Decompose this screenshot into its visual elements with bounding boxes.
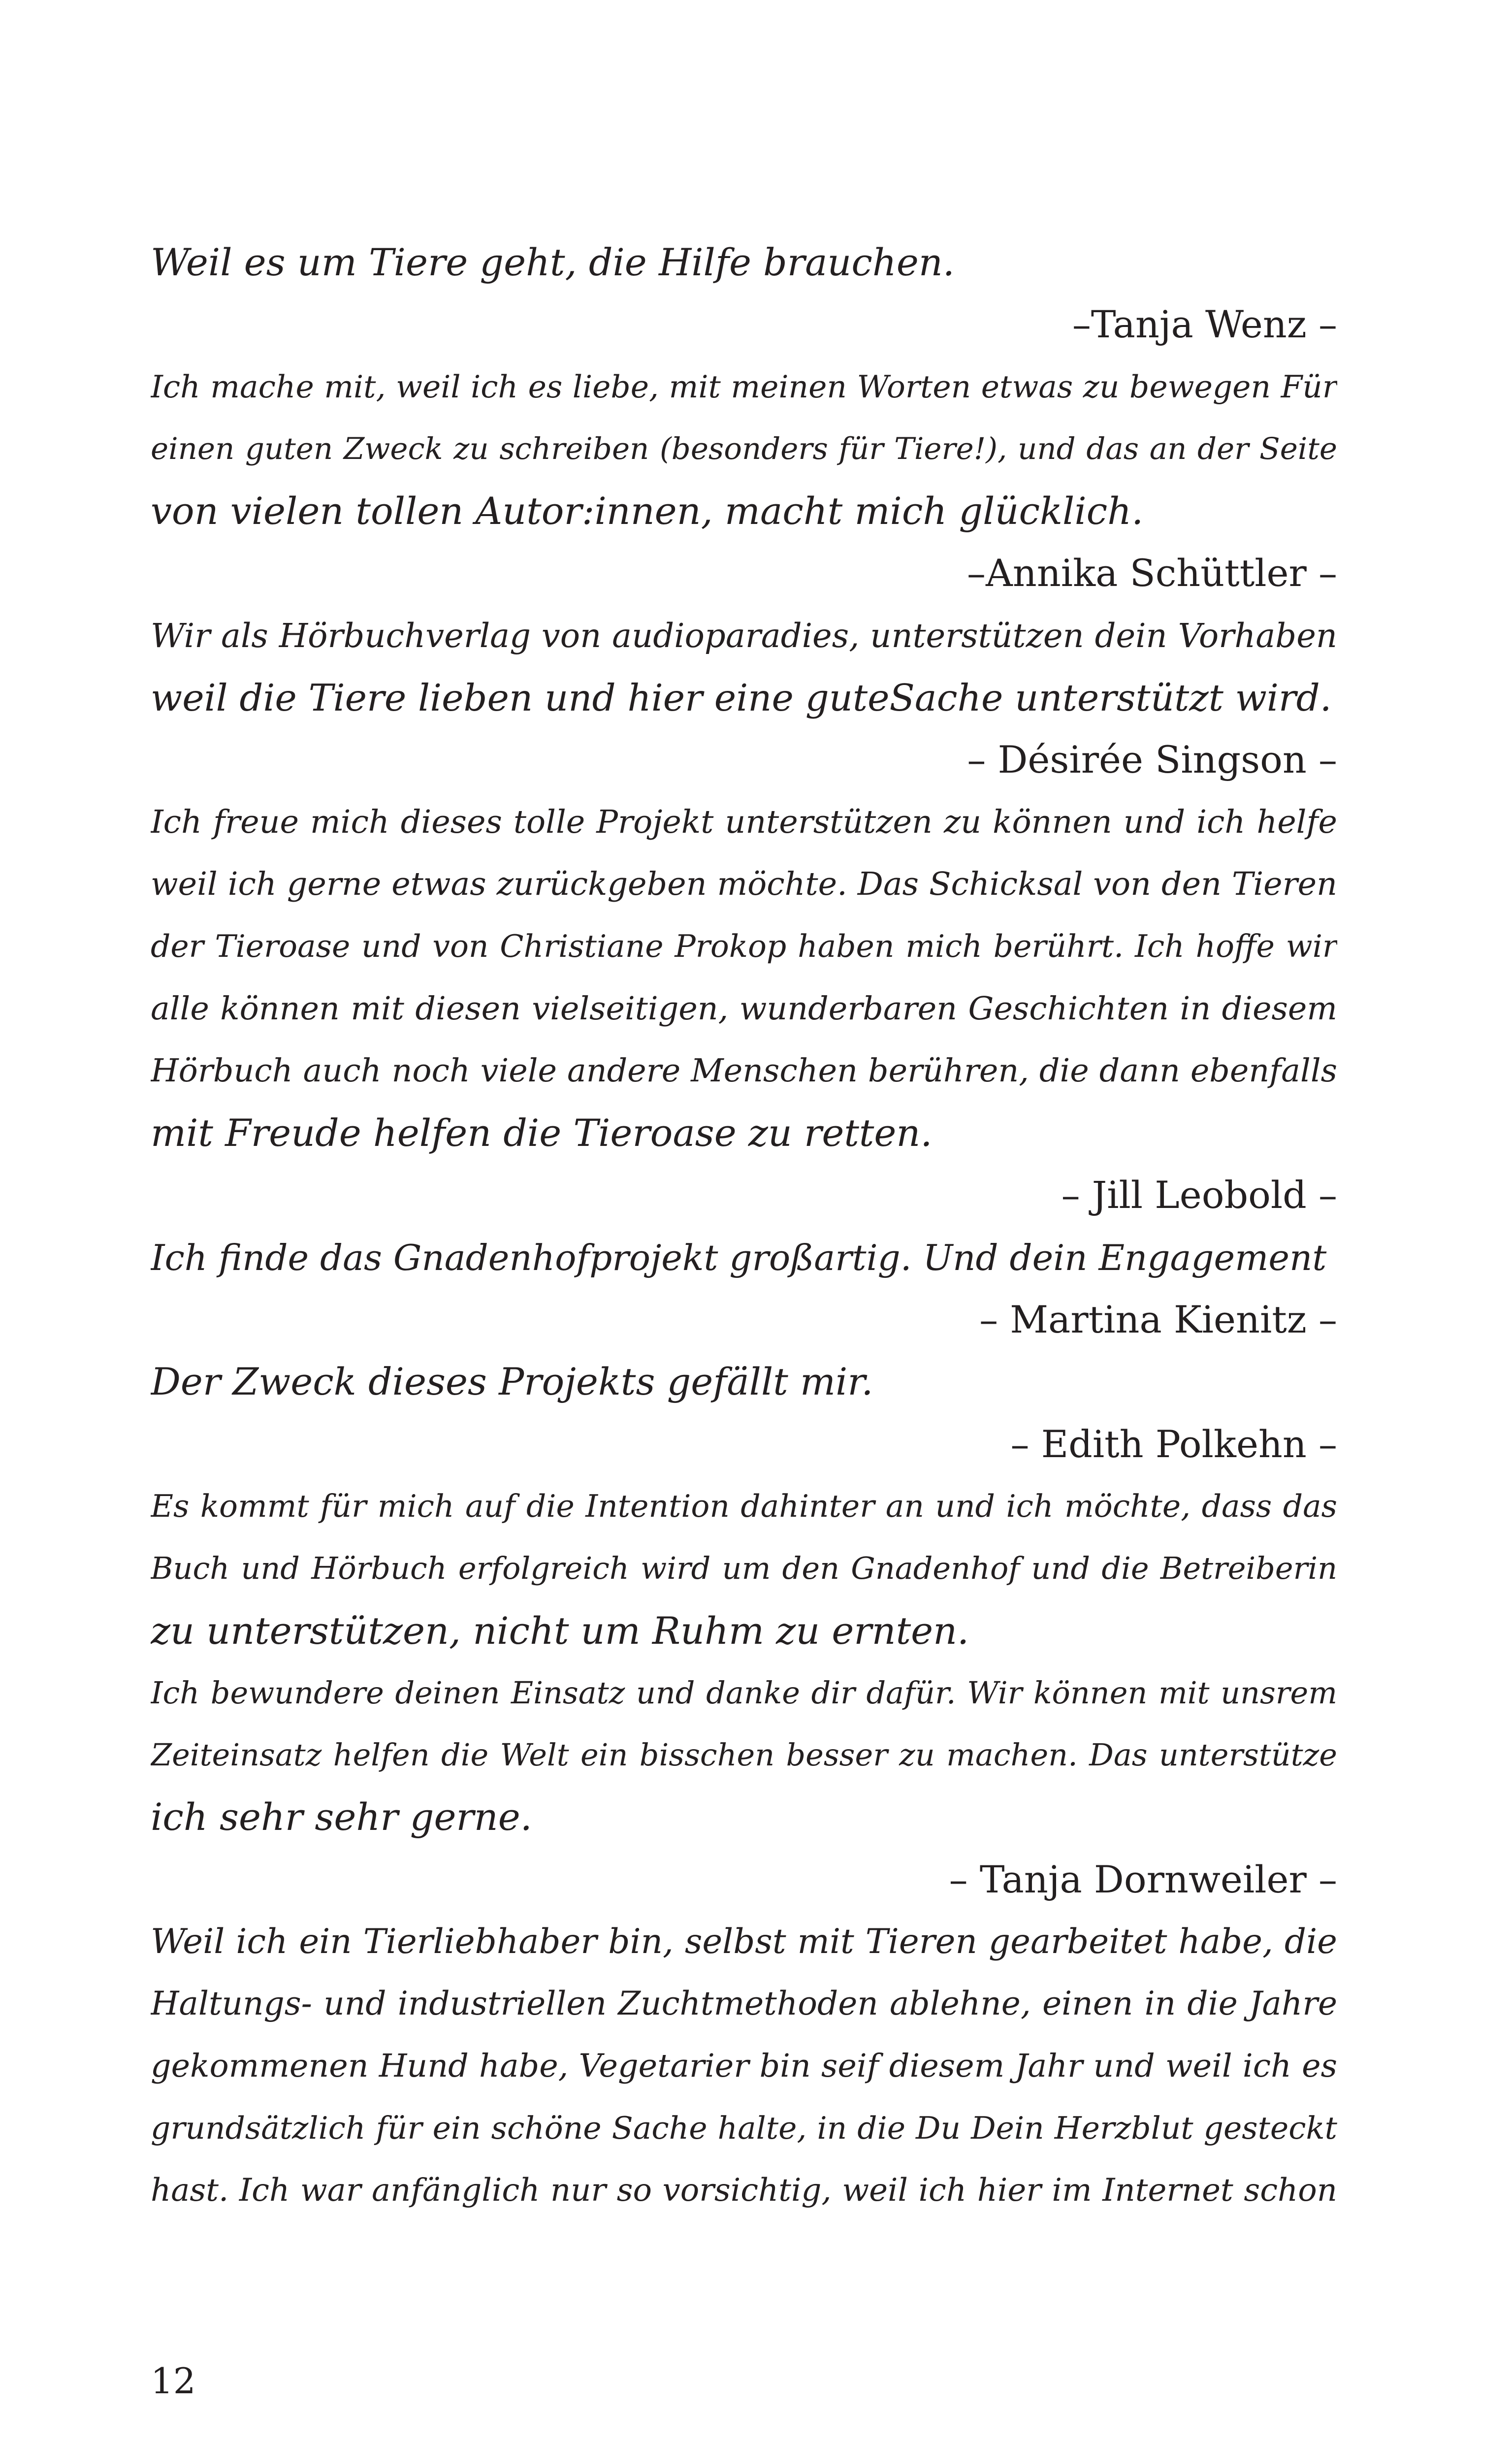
author-signature: – Martina Kienitz – (979, 1298, 1337, 1342)
quote-line: Ich mache mit, weil ich es liebe, mit meinen Worten etwas zu bewegen Für (151, 368, 1337, 405)
quote-line: Ich finde das Gnadenhofprojekt großartig. Und dein Engagement (151, 1237, 1327, 1278)
author-signature: – Edith Polkehn – (1010, 1422, 1337, 1466)
quote-line: Ich freue mich dieses tolle Projekt unterstützen zu können und ich helfe (151, 803, 1337, 841)
quote-line: einen guten Zweck zu schreiben (besonders für Tiere!), und das an der Seite (151, 431, 1337, 466)
quote-line: gekommenen Hund habe, Vegetarier bin seif diesem Jahr und weil ich es (151, 2047, 1337, 2085)
author-signature: – Jill Leobold – (1061, 1173, 1337, 1217)
author-signature: –Tanja Wenz – (1072, 302, 1337, 347)
page-body (151, 231, 1337, 2222)
quote-line: Weil es um Tiere geht, die Hilfe brauchen. (151, 240, 955, 284)
quote-line: Es kommt für mich auf die Intention dahinter an und ich möchte, dass das (151, 1488, 1337, 1524)
quote-line: hast. Ich war anfänglich nur so vorsichtig, weil ich hier im Internet schon (151, 2172, 1337, 2209)
quote-line: der Tieroase und von Christiane Prokop haben mich berührt. Ich hoffe wir (151, 928, 1337, 965)
author-signature: – Tanja Dornweiler – (949, 1857, 1337, 1901)
quote-entry (151, 231, 1337, 356)
quote-entry (151, 605, 1337, 791)
quote-line: Haltungs- und industriellen Zuchtmethoden ablehne, einen in die Jahre (151, 1985, 1337, 2023)
quote-line: alle können mit diesen vielseitigen, wunderbaren Geschichten in diesem (151, 990, 1337, 1027)
quote-line: Buch und Hörbuch erfolgreich wird um den Gnadenhof und die Betreiberin (151, 1550, 1337, 1587)
quote-line: Weil ich ein Tierliebhaber bin, selbst mit Tieren gearbeitet habe, die (151, 1922, 1337, 1962)
quote-entry (151, 356, 1337, 605)
quote-line: Hörbuch auch noch viele andere Menschen berühren, die dann ebenfalls (151, 1052, 1337, 1089)
quote-line: ich sehr sehr gerne. (151, 1795, 532, 1839)
quote-line: von vielen tollen Autor:innen, macht mich glücklich. (151, 489, 1144, 533)
quote-line: weil die Tiere lieben und hier eine guteSache unterstützt wird. (151, 676, 1332, 720)
author-signature: –Annika Schüttler – (967, 551, 1337, 595)
quote-line: Zeiteinsatz helfen die Welt ein bisschen besser zu machen. Das unterstütze (151, 1737, 1337, 1773)
page-number: 12 (151, 2360, 196, 2402)
quote-entry (151, 1911, 1337, 2221)
quote-line: Ich bewundere deinen Einsatz und danke dir dafür. Wir können mit unsrem (151, 1674, 1337, 1711)
quote-line: zu unterstützen, nicht um Ruhm zu ernten. (151, 1608, 969, 1653)
quote-line: grundsätzlich für ein schöne Sache halte, in die Du Dein Herzblut gesteckt (151, 2110, 1337, 2146)
quote-entry (151, 1475, 1337, 1911)
quote-entry (151, 791, 1337, 1227)
quote-entry (151, 1351, 1337, 1475)
author-signature: – Désirée Singson – (967, 738, 1337, 782)
quote-line: Der Zweck dieses Projekts gefällt mir. (151, 1360, 873, 1404)
quote-line: Wir als Hörbuchverlag von audioparadies, unterstützen dein Vorhaben (151, 616, 1337, 655)
quote-line: mit Freude helfen die Tieroase zu retten. (151, 1111, 933, 1155)
quote-entry (151, 1227, 1337, 1351)
quote-line: weil ich gerne etwas zurückgeben möchte. Das Schicksal von den Tieren (151, 865, 1337, 903)
